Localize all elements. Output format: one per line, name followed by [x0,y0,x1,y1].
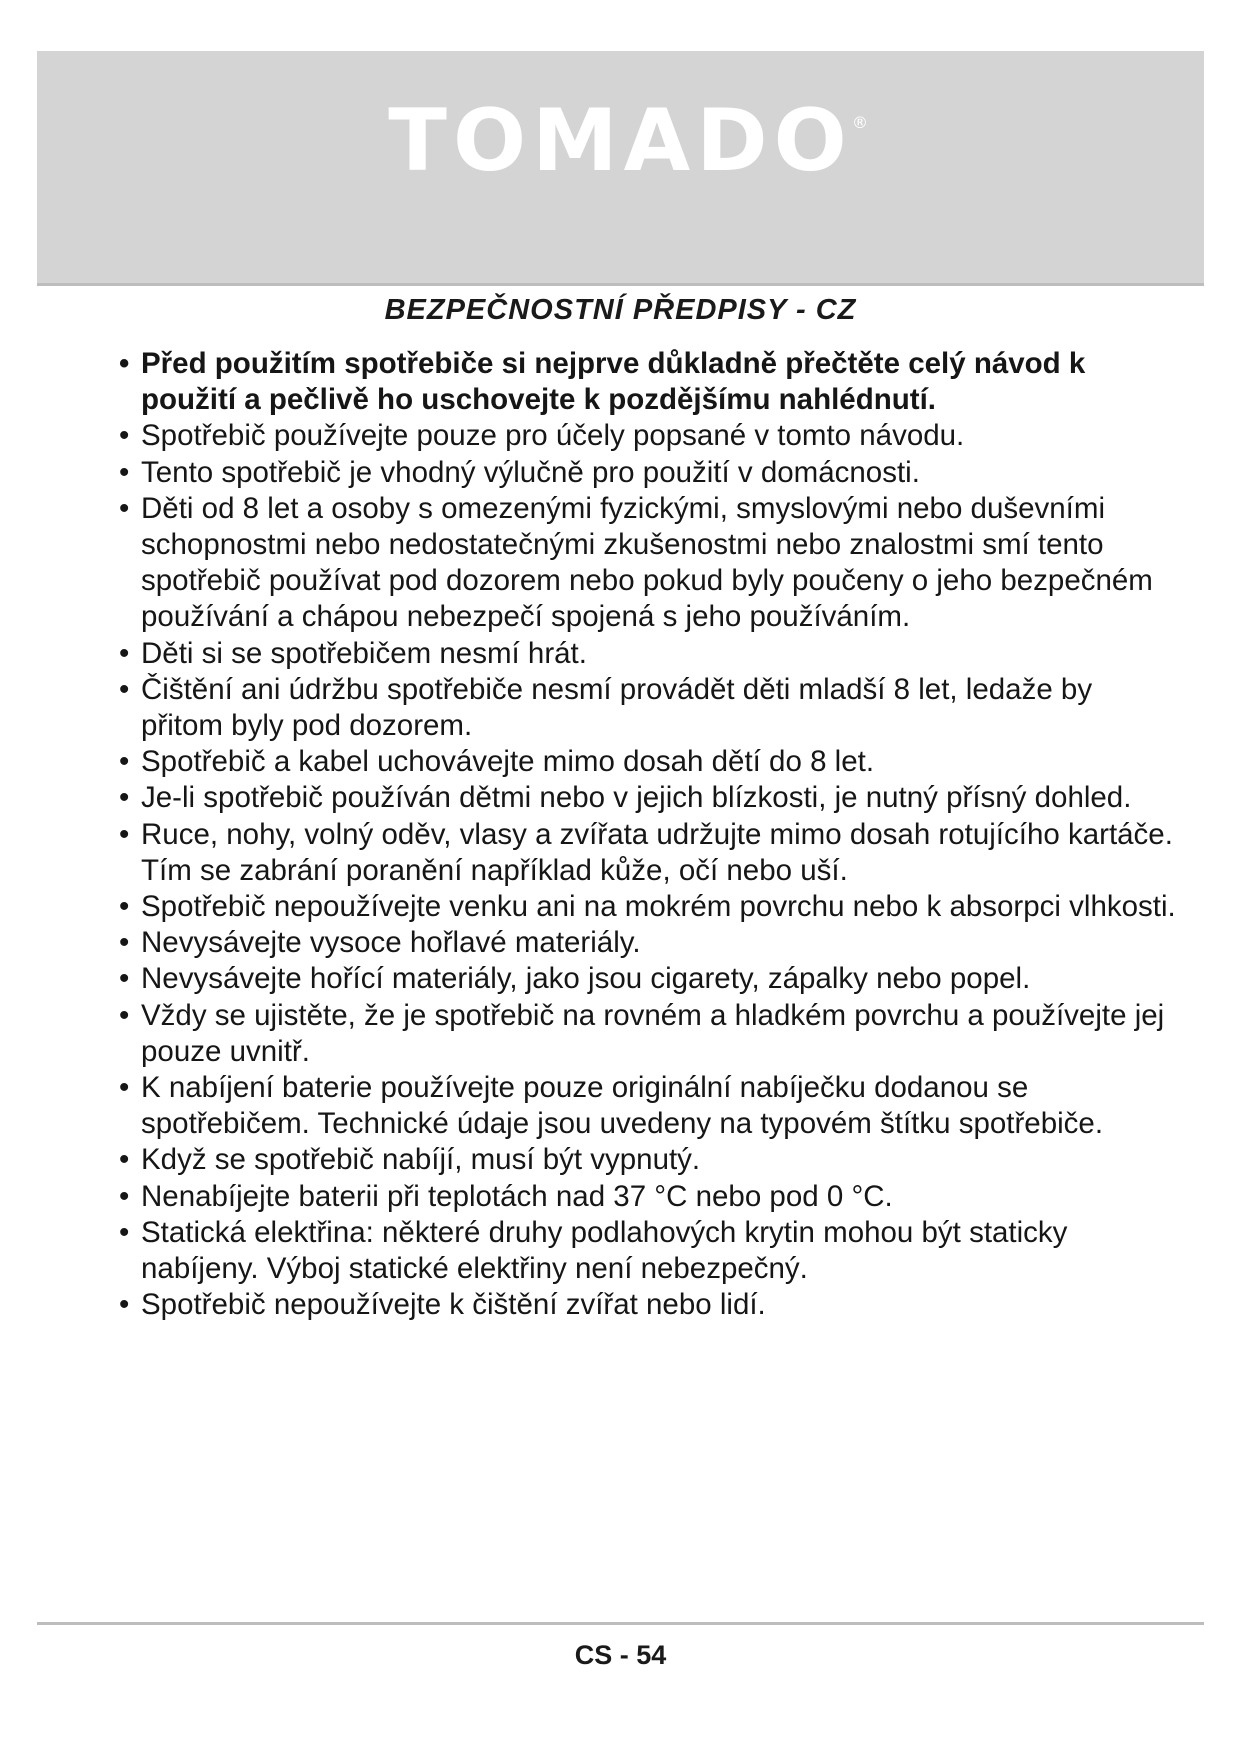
rule-text: Děti si se spotřebičem nesmí hrát. [141,636,587,670]
rule-text: Když se spotřebič nabíjí, musí být vypnutý. [141,1143,701,1177]
bullet-icon: • [119,672,130,706]
list-item [119,889,1179,925]
list-item [119,744,1179,780]
page-number: CS - 54 [574,1640,667,1670]
section-title: BEZPEČNOSTNÍ PŘEDPISY - CZ [384,294,857,326]
list-item [119,1287,1179,1323]
rule-text: Nevysávejte vysoce hořlavé materiály. [141,926,641,960]
rule-text: Nevysávejte hořící materiály, jako jsou cigarety, zápalky nebo popel. [141,962,1031,996]
bullet-icon: • [119,781,130,815]
list-item [119,1142,1179,1178]
bullet-icon: • [119,347,130,380]
bullet-icon: • [119,1215,130,1249]
list-item [119,998,1179,1070]
rule-text: Je-li spotřebič používán dětmi nebo v jejich blízkosti, je nutný přísný dohled. [141,781,1132,815]
bullet-icon: • [119,1288,130,1322]
bullet-icon: • [119,890,130,924]
list-item [119,1179,1179,1215]
rule-text: Spotřebič nepoužívejte k čištění zvířat nebo lidí. [141,1288,766,1322]
list-item [119,418,1179,454]
list-item [119,817,1179,889]
list-item [119,1215,1179,1287]
bullet-icon: • [119,1071,130,1105]
list-item [119,636,1179,672]
bullet-icon: • [119,636,130,670]
bullet-icon: • [119,745,130,779]
rule-text: Čištění ani údržbu spotřebiče nesmí provádět děti mladší 8 let, ledaže by přitom byly pod dozorem. [141,672,1093,743]
bullet-icon: • [119,1179,130,1213]
list-item [119,491,1179,636]
list-item [119,961,1179,997]
bullet-icon: • [119,455,130,489]
list-item [119,672,1179,744]
list-item [119,455,1179,491]
rule-text: Před použitím spotřebiče si nejprve důkladně přečtěte celý návod k použití a pečlivě ho uschovejte k pozdějšímu nahlédnutí. [141,347,1086,417]
bullet-icon: • [119,962,130,996]
safety-rules-list [119,346,1179,1323]
footer-divider [37,1622,1204,1625]
bullet-icon: • [119,419,130,453]
bullet-icon: • [119,998,130,1032]
list-item [119,925,1179,961]
brand-logo: TOMADO [388,91,853,191]
registered-mark: ® [852,113,868,132]
list-item [119,1070,1179,1142]
bullet-icon: • [119,491,130,525]
rule-text: Tento spotřebič je vhodný výlučně pro použití v domácnosti. [141,455,920,489]
rule-text: Spotřebič a kabel uchovávejte mimo dosah dětí do 8 let. [141,745,875,779]
rule-text: Děti od 8 let a osoby s omezenými fyzickými, smyslovými nebo duševními schopnostmi nebo nedostatečnými zkušenostmi nebo znalostmi smí tento spotřebič používat pod dozorem nebo pokud byly poučeny o jeho bezpečném používání a chápou nebezpečí spojená s jeho používáním. [141,491,1153,634]
rule-text: Nenabíjejte baterii při teplotách nad 37 °C nebo pod 0 °C. [141,1179,893,1213]
rule-text: Spotřebič používejte pouze pro účely popsané v tomto návodu. [141,419,965,453]
rule-text: Statická elektřina: některé druhy podlahových krytin mohou být staticky nabíjeny. Výboj statické elektřiny není nebezpečný. [141,1215,1068,1286]
list-item [119,346,1179,418]
list-item [119,780,1179,816]
bullet-icon: • [119,926,130,960]
bullet-icon: • [119,817,130,851]
rule-text: Vždy se ujistěte, že je spotřebič na rovném a hladkém povrchu a používejte jej pouze uvnitř. [141,998,1165,1068]
rule-text: Spotřebič nepoužívejte venku ani na mokrém povrchu nebo k absorpci vlhkosti. [141,890,1176,924]
bullet-icon: • [119,1143,130,1177]
rule-text: K nabíjení baterie používejte pouze originální nabíječku dodanou se spotřebičem. Technické údaje jsou uvedeny na typovém štítku spotřebiče. [141,1071,1104,1141]
rule-text: Ruce, nohy, volný oděv, vlasy a zvířata udržujte mimo dosah rotujícího kartáče. Tím se zabrání poranění například kůže, očí nebo uší. [141,817,1173,887]
